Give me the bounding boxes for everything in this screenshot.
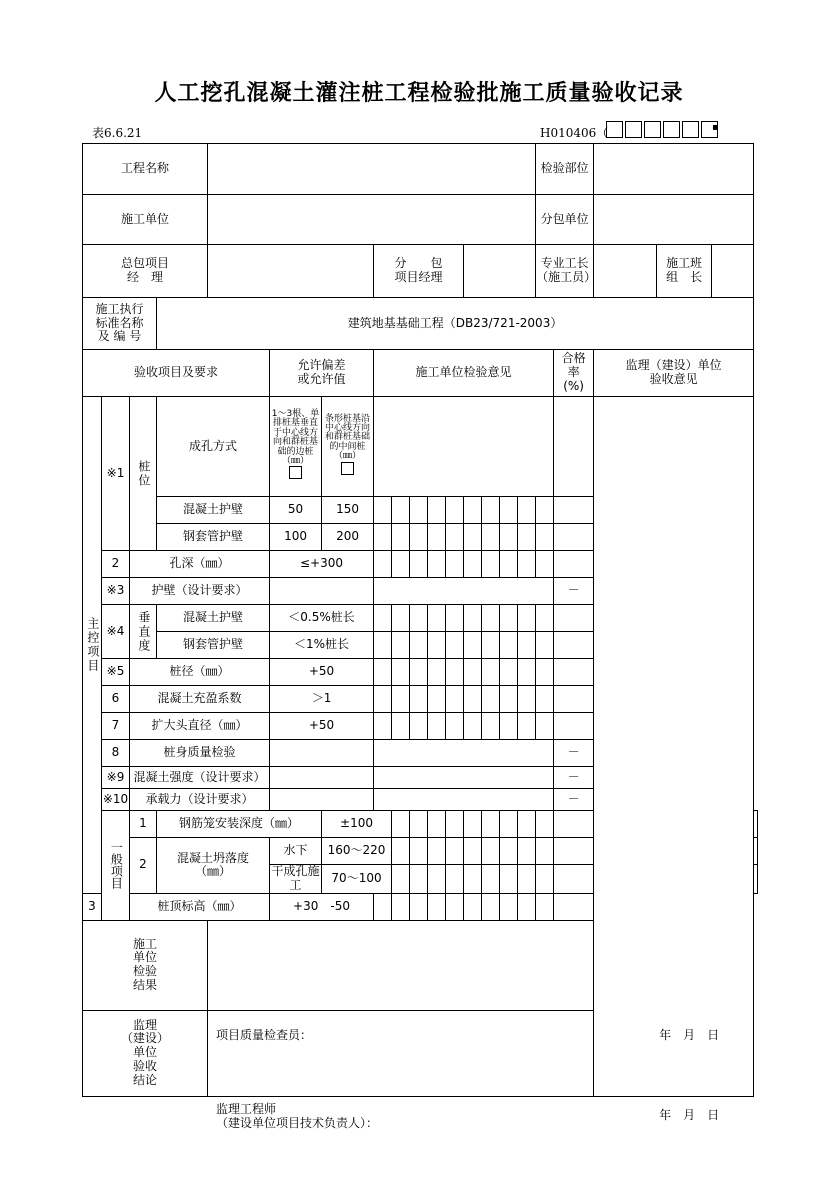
check-cell[interactable] (482, 551, 500, 578)
rate-cell[interactable] (554, 659, 594, 686)
col-items: 验收项目及要求 (83, 350, 270, 397)
row-value-b: 150 (322, 497, 374, 524)
check-cell[interactable] (446, 497, 464, 524)
item-no: ※10 (102, 789, 130, 811)
check-cell[interactable] (392, 893, 410, 920)
row-value: ＜0.5%桩长 (270, 605, 374, 632)
check-cell[interactable] (428, 713, 446, 740)
check-cell[interactable] (536, 524, 554, 551)
page-title: 人工挖孔混凝土灌注桩工程检验批施工质量验收记录 (154, 81, 684, 106)
gc-manager-field[interactable] (208, 245, 374, 298)
item-no: 6 (102, 686, 130, 713)
row-name: 干成孔施工 (271, 864, 320, 892)
item-value: +50 (270, 713, 374, 740)
check-cell[interactable] (518, 659, 536, 686)
check-cell[interactable] (500, 865, 518, 894)
item-value[interactable] (270, 767, 374, 789)
sub-a-cell (270, 397, 322, 497)
rate-cell: － (554, 740, 594, 767)
item-value[interactable] (270, 789, 374, 811)
col-allowance: 允许偏差 或允许值 (270, 350, 374, 397)
check-cell[interactable] (428, 497, 446, 524)
check-cell[interactable] (500, 811, 518, 838)
check-cell[interactable] (374, 632, 392, 659)
table-number: 表6.6.21 (92, 126, 143, 140)
check-cell[interactable] (536, 497, 554, 524)
team-leader-field[interactable] (712, 245, 754, 297)
check-cell[interactable] (482, 811, 500, 838)
check-cell[interactable] (500, 713, 518, 740)
check-cell[interactable] (410, 524, 428, 551)
item-no: ※5 (102, 659, 130, 686)
item-value: +30 -50 (270, 893, 374, 920)
item1-name: 桩位 (130, 397, 157, 551)
check-cell[interactable] (374, 524, 392, 551)
check-cell[interactable] (554, 865, 594, 894)
row-value: ＜1%桩长 (270, 632, 374, 659)
check-cell[interactable] (536, 605, 554, 632)
check-cell[interactable] (482, 865, 500, 894)
check-cell[interactable] (518, 838, 536, 865)
item-no: 2 (130, 838, 157, 894)
check-cell[interactable] (464, 893, 482, 920)
opinion-cell[interactable] (374, 767, 554, 789)
check-cell[interactable] (500, 497, 518, 524)
construction-result-field[interactable] (208, 920, 754, 1043)
item-value: +50 (270, 659, 374, 686)
check-cell[interactable] (500, 632, 518, 659)
check-cell[interactable] (500, 551, 518, 578)
general-label: 一般项目 (102, 811, 130, 921)
check-cell[interactable] (410, 893, 428, 920)
check-cell[interactable] (536, 659, 554, 686)
item-no: 3 (83, 893, 102, 920)
check-cell[interactable] (554, 811, 594, 838)
item-name: 孔深（㎜） (130, 551, 270, 578)
project-name-field[interactable] (208, 144, 536, 195)
check-cell[interactable] (446, 811, 464, 838)
sub-manager-label: 分 包 项目经理 (374, 245, 464, 298)
item-value: ±100 (322, 811, 392, 838)
check-cell[interactable] (518, 524, 536, 551)
rate-cell[interactable] (754, 865, 758, 894)
check-cell[interactable] (464, 605, 482, 632)
check-cell[interactable] (464, 632, 482, 659)
checkbox[interactable] (341, 462, 354, 475)
code-box[interactable] (644, 121, 661, 138)
check-cell[interactable] (446, 893, 464, 920)
rate-cell: － (554, 789, 594, 811)
check-cell[interactable] (446, 632, 464, 659)
form-code: H010406（ (540, 126, 609, 140)
check-cell[interactable] (536, 551, 554, 578)
sub-a-text: 1～3根、单排桩基垂直于中心线方向和群桩基础的边桩（㎜） (271, 408, 320, 466)
supervision-conclusion-label: 监理 （建设） 单位 验收 结论 (83, 1010, 208, 1096)
check-cell[interactable] (446, 605, 464, 632)
item-name: 承载力（设计要求） (130, 789, 270, 811)
check-cell[interactable] (410, 865, 428, 894)
check-cell[interactable] (518, 605, 536, 632)
item-no: 1 (130, 811, 157, 838)
check-cell[interactable] (410, 659, 428, 686)
check-cell[interactable] (392, 659, 410, 686)
check-cell[interactable] (392, 524, 410, 551)
item-name: 钢筋笼安装深度（㎜） (157, 811, 322, 838)
code-tail: ▪ (712, 122, 719, 133)
item4-name: 垂直度 (130, 605, 157, 659)
check-cell[interactable] (374, 551, 392, 578)
check-cell[interactable] (464, 713, 482, 740)
check-cell[interactable] (392, 605, 410, 632)
check-cell[interactable] (374, 893, 392, 920)
check-cell[interactable] (410, 713, 428, 740)
check-cell[interactable] (464, 497, 482, 524)
check-cell[interactable] (374, 605, 392, 632)
standard-label: 施工执行 标准名称 及 编 号 (83, 298, 157, 350)
item-no: ※4 (102, 605, 130, 659)
gc-manager-label: 总包项目 经 理 (83, 245, 208, 298)
item-no: ※3 (102, 578, 130, 605)
rate-cell[interactable] (754, 811, 758, 838)
check-cell[interactable] (536, 713, 554, 740)
check-cell[interactable] (464, 865, 482, 894)
check-cell[interactable] (464, 659, 482, 686)
date-field[interactable]: 年 月 日 (659, 1108, 720, 1123)
check-cell[interactable] (428, 551, 446, 578)
row-value-b: 200 (322, 524, 374, 551)
rate-cell[interactable] (554, 893, 594, 920)
rate-cell: － (554, 767, 594, 789)
rate-cell[interactable] (554, 686, 594, 713)
team-leader-label: 施工班 组 长 (657, 245, 712, 297)
check-cell[interactable] (446, 838, 464, 865)
standard-value: 建筑地基基础工程（DB23/721-2003） (157, 298, 754, 350)
check-cell[interactable] (500, 838, 518, 865)
check-cell[interactable] (446, 713, 464, 740)
sub-manager-field[interactable] (464, 245, 536, 298)
row-value-a: 50 (270, 497, 322, 524)
check-cell[interactable] (374, 686, 392, 713)
row-name: 混凝土护壁 (157, 497, 270, 524)
check-cell[interactable] (518, 865, 536, 894)
check-cell[interactable] (392, 497, 410, 524)
item-name: 桩径（㎜） (130, 659, 270, 686)
check-cell[interactable] (500, 605, 518, 632)
check-cell[interactable] (500, 686, 518, 713)
code-box[interactable] (663, 121, 680, 138)
item-value: ≤+300 (270, 551, 374, 578)
rate-cell[interactable] (554, 551, 594, 578)
date-field[interactable]: 年 月 日 (659, 1028, 720, 1043)
check-cell[interactable] (428, 865, 446, 894)
sub-unit-label: 分包单位 (536, 195, 594, 245)
check-cell[interactable] (464, 524, 482, 551)
check-cell[interactable] (446, 659, 464, 686)
item-no: 7 (102, 713, 130, 740)
check-cell[interactable] (410, 632, 428, 659)
construction-result-label: 施工 单位 检验 结果 (83, 920, 208, 1010)
check-cell[interactable] (518, 811, 536, 838)
engineer-label: 监理工程师 （建设单位项目技术负责人）： (216, 1102, 379, 1130)
check-cell[interactable] (410, 551, 428, 578)
check-cell[interactable] (536, 632, 554, 659)
check-cell[interactable] (482, 713, 500, 740)
check-cell[interactable] (392, 811, 410, 838)
row-name: 钢套管护壁 (157, 524, 270, 551)
check-cell[interactable] (518, 893, 536, 920)
item-value[interactable] (270, 740, 374, 767)
check-cell[interactable] (482, 497, 500, 524)
item-name: 混凝土充盈系数 (130, 686, 270, 713)
opinion-cell[interactable] (374, 740, 554, 767)
row-name: 混凝土护壁 (157, 605, 270, 632)
rate-cell[interactable] (554, 397, 594, 497)
check-cell[interactable] (410, 686, 428, 713)
foreman-label: 专业工长 （施工员） (536, 245, 594, 298)
project-name-label: 工程名称 (83, 144, 208, 195)
sub-b-text: 条形桩基沿中心线方向和群桩基础的中间桩（㎜） (325, 413, 371, 462)
check-cell[interactable] (374, 497, 392, 524)
check-cell[interactable] (392, 686, 410, 713)
check-cell[interactable] (482, 524, 500, 551)
check-cell[interactable] (554, 838, 594, 865)
item-name: 桩顶标高（㎜） (130, 893, 270, 920)
inspection-part-label: 检验部位 (536, 144, 594, 195)
opinion-cell[interactable] (374, 397, 554, 497)
check-cell[interactable] (428, 893, 446, 920)
row-value-a: 100 (270, 524, 322, 551)
rate-cell[interactable] (554, 605, 594, 632)
check-cell[interactable] (518, 632, 536, 659)
rate-cell: － (554, 578, 594, 605)
item-no: 8 (102, 740, 130, 767)
check-cell[interactable] (482, 838, 500, 865)
check-cell[interactable] (482, 686, 500, 713)
foreman-team-cell[interactable] (594, 245, 754, 298)
opinion-cell[interactable] (374, 578, 554, 605)
check-cell[interactable] (536, 865, 554, 894)
check-cell[interactable] (428, 632, 446, 659)
method-label: 成孔方式 (157, 397, 270, 497)
check-cell[interactable] (536, 811, 554, 838)
item-name: 桩身质量检验 (130, 740, 270, 767)
check-cell[interactable] (446, 686, 464, 713)
check-cell[interactable] (446, 551, 464, 578)
item-no: ※9 (102, 767, 130, 789)
check-cell[interactable] (518, 497, 536, 524)
check-cell[interactable] (410, 497, 428, 524)
check-cell[interactable] (428, 605, 446, 632)
item-value[interactable] (270, 578, 374, 605)
inspector-label: 项目质量检查员： (216, 1028, 313, 1043)
rate-cell[interactable] (554, 632, 594, 659)
check-cell[interactable] (446, 524, 464, 551)
check-cell[interactable] (518, 713, 536, 740)
check-cell[interactable] (446, 865, 464, 894)
row-value: 160～220 (322, 838, 392, 865)
check-cell[interactable] (536, 838, 554, 865)
item-name: 混凝土强度（设计要求） (130, 767, 270, 789)
check-cell[interactable] (374, 659, 392, 686)
check-cell[interactable] (536, 893, 554, 920)
check-cell[interactable] (482, 659, 500, 686)
code-boxes (606, 121, 720, 138)
check-cell[interactable] (410, 605, 428, 632)
col-supervision: 监理（建设）单位 验收意见 (594, 350, 754, 397)
check-cell[interactable] (428, 659, 446, 686)
check-cell[interactable] (428, 686, 446, 713)
row-name: 水下 (270, 838, 322, 865)
check-cell[interactable] (464, 838, 482, 865)
check-cell[interactable] (464, 551, 482, 578)
check-cell[interactable] (500, 659, 518, 686)
check-cell[interactable] (500, 524, 518, 551)
checkbox[interactable] (289, 466, 302, 479)
construction-unit-field[interactable] (208, 195, 536, 245)
rate-cell[interactable] (554, 713, 594, 740)
check-cell[interactable] (410, 838, 428, 865)
sub-unit-field[interactable] (594, 195, 754, 245)
check-cell[interactable] (500, 893, 518, 920)
item-name: 混凝土坍落度（㎜） (157, 838, 270, 894)
check-cell[interactable] (536, 686, 554, 713)
check-cell[interactable] (392, 838, 410, 865)
check-cell[interactable] (410, 811, 428, 838)
check-cell[interactable] (392, 551, 410, 578)
check-cell[interactable] (428, 838, 446, 865)
check-cell[interactable] (464, 811, 482, 838)
code-box[interactable] (606, 121, 623, 138)
col-pass-rate: 合格 率 (%) (554, 350, 594, 397)
row-value: 70～100 (322, 865, 392, 894)
row-name: 钢套管护壁 (157, 632, 270, 659)
check-cell[interactable] (392, 713, 410, 740)
check-cell[interactable] (392, 865, 410, 894)
check-cell[interactable] (464, 686, 482, 713)
code-box[interactable] (625, 121, 642, 138)
check-cell[interactable] (428, 524, 446, 551)
item-name: 扩大头直径（㎜） (130, 713, 270, 740)
rate-cell[interactable] (754, 838, 758, 865)
item-value: ＞1 (270, 686, 374, 713)
check-cell[interactable] (392, 632, 410, 659)
check-cell[interactable] (428, 811, 446, 838)
item-no: 2 (102, 551, 130, 578)
rate-cell[interactable] (554, 497, 594, 524)
supervision-conclusion-field[interactable] (208, 1010, 754, 1130)
main-control-label: 主控项目 (83, 397, 102, 894)
inspection-part-field[interactable] (594, 144, 754, 195)
check-cell[interactable] (518, 551, 536, 578)
check-cell[interactable] (482, 605, 500, 632)
sub-b-cell (322, 397, 374, 497)
opinion-cell[interactable] (374, 789, 554, 811)
item-name: 护壁（设计要求） (130, 578, 270, 605)
col-unit-opinion: 施工单位检验意见 (374, 350, 554, 397)
code-box[interactable] (682, 121, 699, 138)
foreman-field[interactable] (594, 245, 657, 297)
check-cell[interactable] (518, 686, 536, 713)
check-cell[interactable] (374, 713, 392, 740)
check-cell[interactable] (482, 893, 500, 920)
item-no: ※1 (102, 397, 130, 551)
inspection-table (82, 143, 758, 1130)
construction-unit-label: 施工单位 (83, 195, 208, 245)
check-cell[interactable] (482, 632, 500, 659)
rate-cell[interactable] (554, 524, 594, 551)
